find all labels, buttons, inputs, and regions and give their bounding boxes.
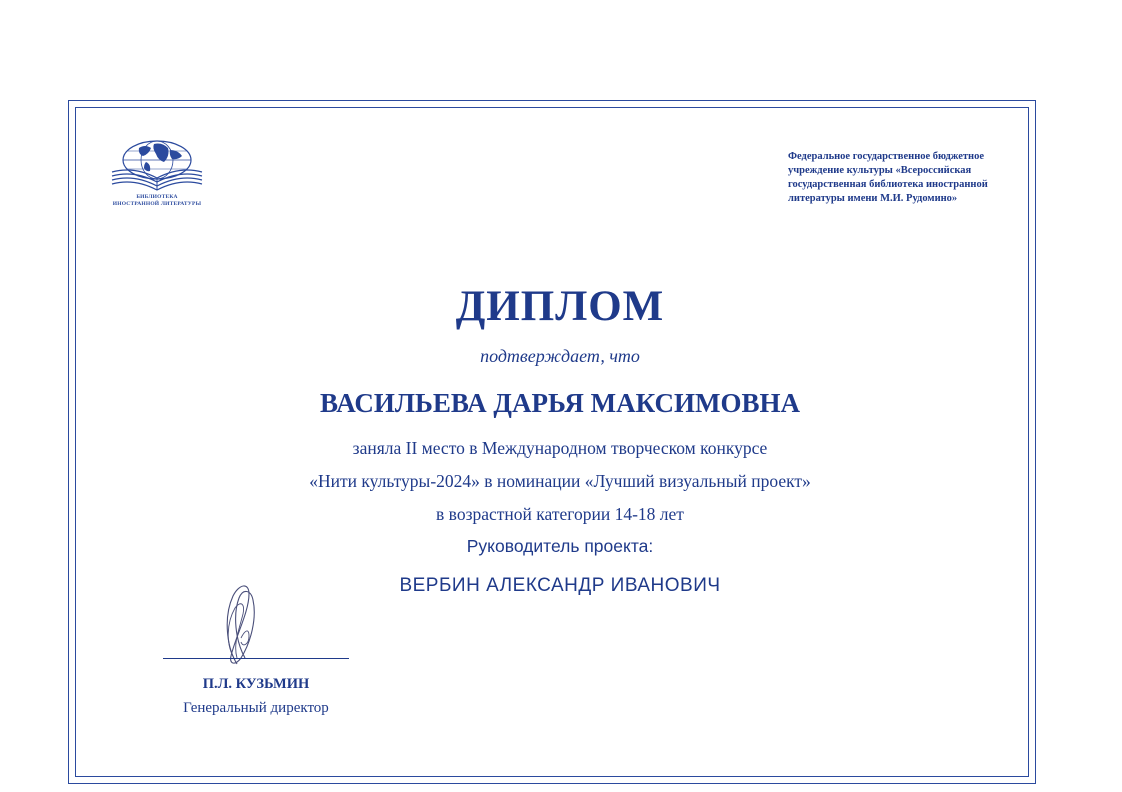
recipient-name: ВАСИЛЬЕВА ДАРЬЯ МАКСИМОВНА — [319, 388, 801, 418]
description-line: «Нити культуры-2024» в номинации «Лучший визуальный проект» — [309, 471, 811, 491]
signer-name: П.Л. КУЗЬМИН — [202, 676, 310, 692]
supervisor-label: Руководитель проекта: — [466, 536, 654, 556]
confirms-text: подтверждает, что — [480, 346, 640, 366]
logo-text — [102, 194, 212, 208]
award-description — [150, 432, 970, 531]
organization-line: литературы имени М.И. Рудомино» — [788, 193, 958, 204]
description-line: в возрастной категории 14-18 лет — [436, 504, 684, 524]
logo-text-line2: ИНОСТРАННОЙ ЛИТЕРАТУРЫ — [112, 201, 202, 207]
signer-role: Генеральный директор — [183, 700, 329, 716]
handwritten-signature — [205, 578, 275, 668]
organization-line: государственная библиотека иностранной — [788, 179, 988, 190]
supervisor-name: ВЕРБИН АЛЕКСАНДР ИВАНОВИЧ — [399, 575, 721, 596]
diploma-title: ДИПЛОМ — [455, 283, 665, 330]
organization-name — [788, 150, 1028, 206]
organization-line: Федеральное государственное бюджетное — [788, 151, 985, 162]
logo-text-line1: БИБЛИОТЕКА — [136, 194, 178, 200]
description-line: заняла II место в Международном творческом конкурсе — [352, 438, 768, 458]
globe-book-icon — [106, 138, 208, 196]
organization-line: учреждение культуры «Всероссийская — [788, 165, 972, 176]
signature-line — [163, 658, 349, 659]
library-logo — [102, 138, 212, 220]
